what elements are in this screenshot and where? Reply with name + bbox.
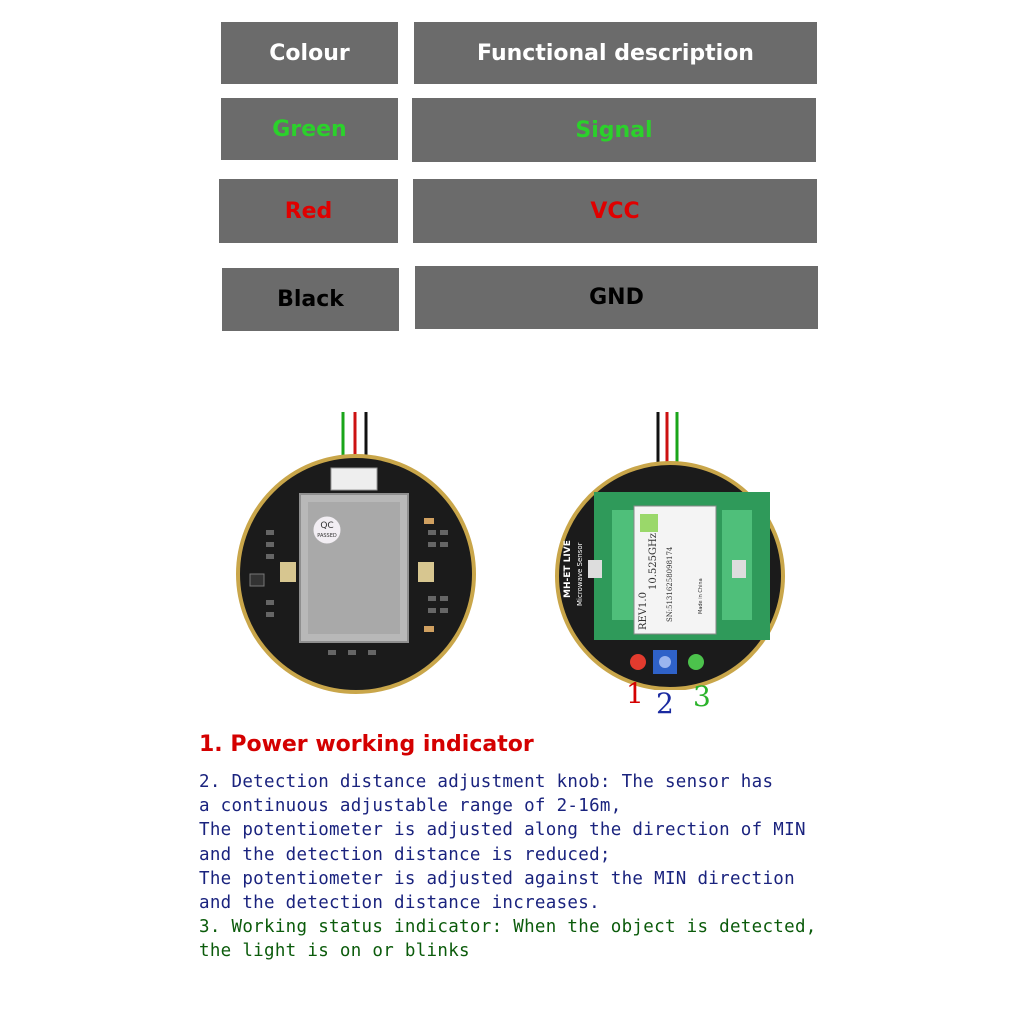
row-black-colour: Black: [222, 268, 399, 331]
row-green-colour: Green: [221, 98, 398, 160]
callout-1: 1: [626, 677, 644, 710]
row-red-colour: Red: [219, 179, 398, 243]
callout-2: 2: [656, 687, 674, 720]
function-header: Functional description: [414, 22, 817, 84]
colour-header: Colour: [221, 22, 398, 84]
note-line: the light is on or blinks: [199, 941, 470, 961]
note-line: a continuous adjustable range of 2-16m,: [199, 796, 622, 816]
sensor-back-image: [228, 410, 483, 700]
note-line: The potentiometer is adjusted against the MIN direction: [199, 869, 795, 889]
sensor-front-image: [552, 410, 792, 690]
product-label: Microwave Sensor: [576, 542, 584, 606]
row-red-function: VCC: [413, 179, 817, 243]
row-black-function: GND: [415, 266, 818, 329]
qc-stamp-line1: QC: [320, 521, 334, 531]
note-line: and the detection distance is reduced;: [199, 845, 611, 865]
status-led: [688, 654, 704, 670]
row-green-function: Signal: [412, 98, 816, 162]
sensor-front-view: [552, 410, 792, 690]
serial-label: SN:51316258098174: [666, 546, 674, 622]
note-line: 2. Detection distance adjustment knob: The sensor has: [199, 772, 774, 792]
callout-3: 3: [693, 680, 711, 713]
power-indicator-note: 1. Power working indicator: [199, 732, 534, 757]
sensor-back-view: [228, 410, 483, 700]
note-line: 3. Working status indicator: When the object is detected,: [199, 917, 817, 937]
made-in-label: Made in China: [698, 578, 704, 614]
brand-label: MH-ET LIVE: [563, 540, 573, 598]
rev-label: REV1.0: [638, 592, 649, 630]
power-led: [630, 654, 646, 670]
qc-stamp-line2: PASSED: [317, 533, 337, 539]
freq-label: 10.525GHz: [648, 533, 659, 590]
note-line: The potentiometer is adjusted along the direction of MIN: [199, 820, 806, 840]
note-line: and the detection distance increases.: [199, 893, 600, 913]
